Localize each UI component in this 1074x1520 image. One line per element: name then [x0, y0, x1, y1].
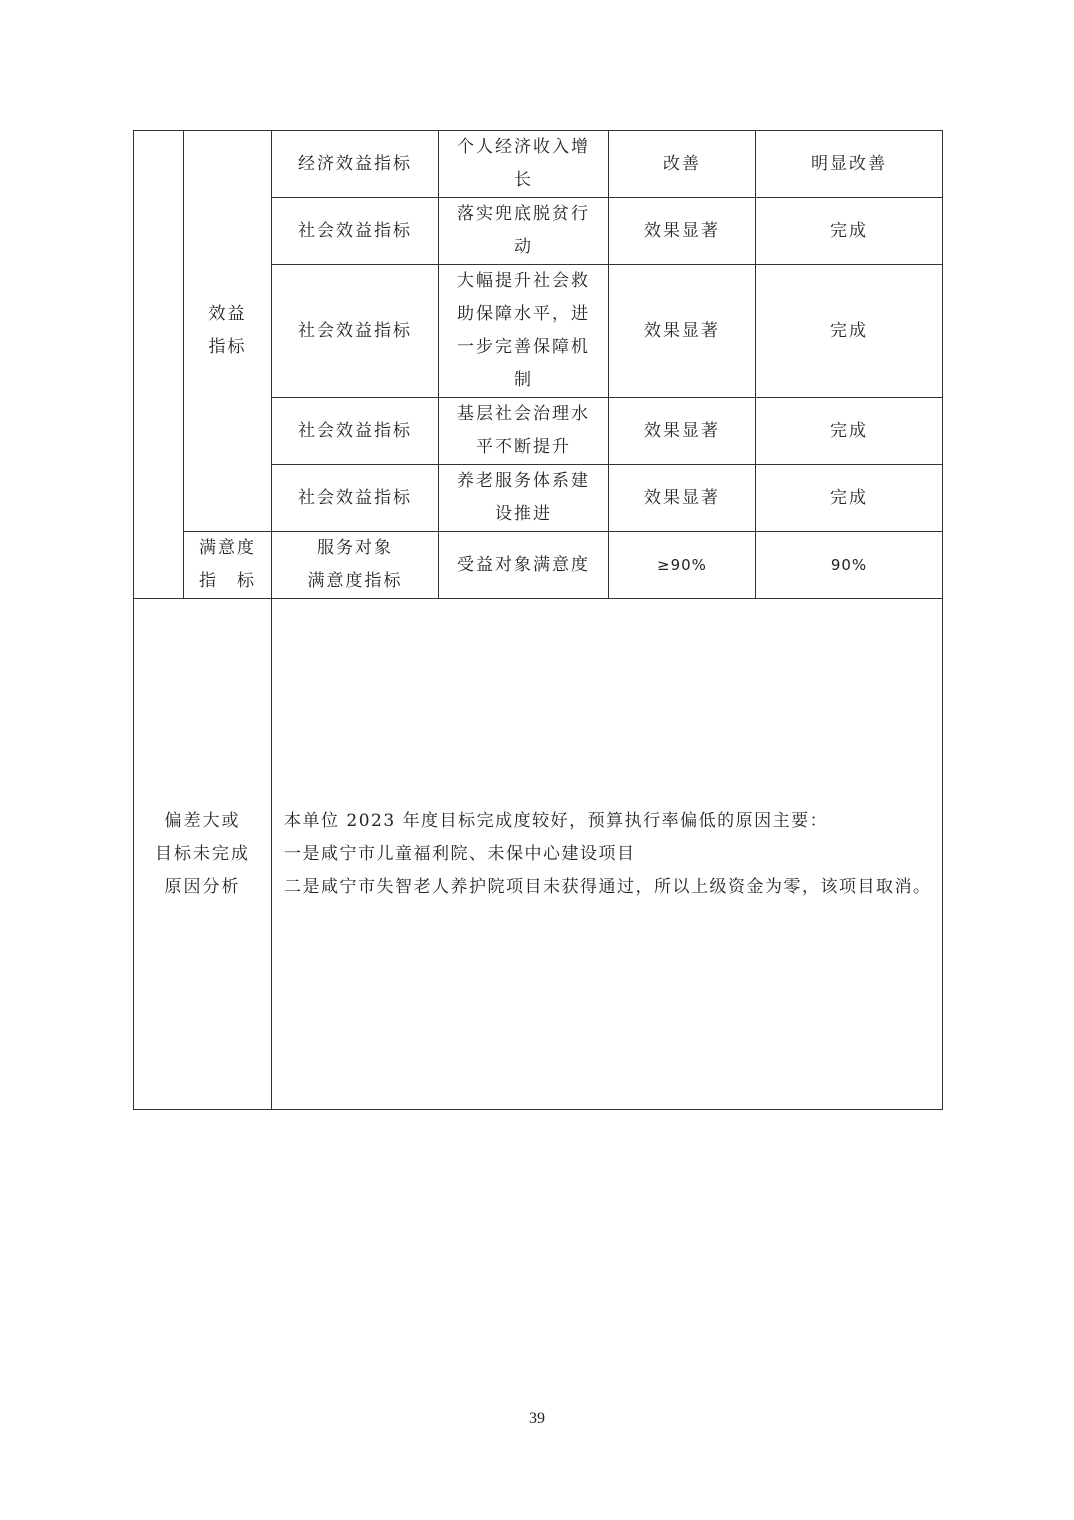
- category-line1: 服务对象: [317, 538, 393, 558]
- benefit-group-label-line1: 效益: [208, 304, 247, 324]
- target-cell: 效果显著: [609, 198, 756, 265]
- indicator-text: 基层社会治理水平不断提升: [457, 404, 590, 457]
- table-row: [134, 131, 943, 198]
- indicator-text: 大幅提升社会救助保障水平，进一步完善保障机制: [457, 271, 590, 390]
- actual-cell: 完成: [756, 265, 943, 398]
- actual-cell: 90%: [756, 532, 943, 599]
- actual-cell: 完成: [756, 465, 943, 532]
- category-cell: 社会效益指标: [272, 198, 439, 265]
- category-cell: 社会效益指标: [272, 465, 439, 532]
- analysis-label: [134, 599, 272, 1110]
- indicator-cell: [439, 265, 609, 398]
- indicator-cell: 受益对象满意度: [439, 532, 609, 599]
- indicator-text: 个人经济收入增长: [457, 137, 590, 190]
- category-cell: [272, 532, 439, 599]
- target-cell: 改善: [609, 131, 756, 198]
- benefit-group-label: [184, 131, 272, 532]
- page-number: 39: [529, 1410, 545, 1427]
- category-cell: 社会效益指标: [272, 398, 439, 465]
- target-cell: 效果显著: [609, 265, 756, 398]
- target-cell: 效果显著: [609, 465, 756, 532]
- actual-cell: 完成: [756, 398, 943, 465]
- indicator-cell: [439, 198, 609, 265]
- indicator-cell: [439, 131, 609, 198]
- target-cell: 效果显著: [609, 398, 756, 465]
- analysis-label-line2: 目标未完成: [155, 843, 250, 864]
- indicator-cell: [439, 465, 609, 532]
- analysis-text-line1: 本单位 2023 年度目标完成度较好，预算执行率偏低的原因主要：: [284, 810, 829, 831]
- indicator-cell: [439, 398, 609, 465]
- benefit-group-label-line2: 指标: [208, 337, 247, 357]
- performance-table: [133, 130, 943, 1110]
- category-cell: 社会效益指标: [272, 265, 439, 398]
- analysis-text-line2: 一是咸宁市儿童福利院、未保中心建设项目: [284, 843, 636, 864]
- satisfaction-group-label: [184, 532, 272, 599]
- outer-blank-cell: [134, 131, 184, 599]
- satisfaction-group-label-line1: 满意度: [199, 538, 256, 558]
- category-line2: 满意度指标: [307, 571, 403, 591]
- analysis-content: [272, 599, 943, 1110]
- indicator-text: 落实兜底脱贫行动: [457, 204, 590, 257]
- table-row: [134, 532, 943, 599]
- analysis-text-line3: 二是咸宁市失智老人养护院项目未获得通过，所以上级资金为零，该项目取消。: [284, 876, 932, 897]
- analysis-label-line3: 原因分析: [164, 876, 241, 897]
- analysis-row: [134, 599, 943, 1110]
- actual-cell: 完成: [756, 198, 943, 265]
- category-cell: 经济效益指标: [272, 131, 439, 198]
- indicator-text: 养老服务体系建设推进: [457, 471, 590, 524]
- analysis-label-line1: 偏差大或: [164, 810, 241, 831]
- target-cell: ≥90%: [609, 532, 756, 599]
- actual-cell: 明显改善: [756, 131, 943, 198]
- satisfaction-group-label-line2: 指 标: [199, 571, 256, 591]
